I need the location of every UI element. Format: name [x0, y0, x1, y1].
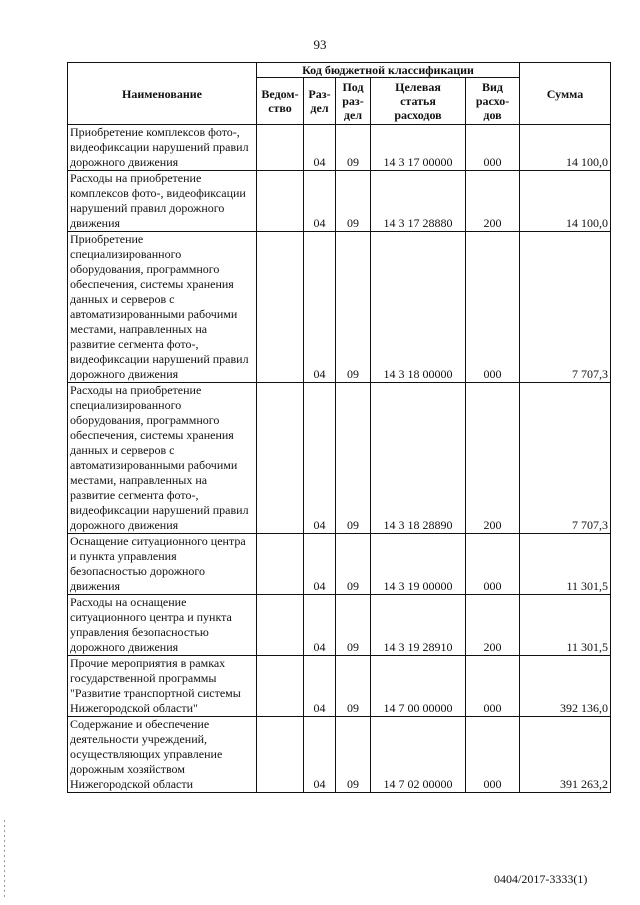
row-vedomstvo: [257, 595, 304, 656]
header-target-article: Целевая статья расходов: [371, 78, 466, 125]
row-sum: 14 100,0: [520, 125, 611, 171]
budget-table: [67, 62, 611, 793]
header-podrazdel: Под раз- дел: [336, 78, 371, 125]
table-row: [68, 656, 611, 717]
row-razdel: 04: [304, 656, 336, 717]
row-razdel: 04: [304, 171, 336, 232]
row-target: 14 3 18 00000: [371, 232, 466, 383]
table-row: [68, 595, 611, 656]
header-razdel: Раз- дел: [304, 78, 336, 125]
row-target: 14 3 17 28880: [371, 171, 466, 232]
scan-edge-mark: [4, 820, 5, 900]
table-row: [68, 171, 611, 232]
row-target: 14 3 19 00000: [371, 534, 466, 595]
row-vid: 000: [466, 232, 520, 383]
header-vedomstvo: Ведом- ство: [257, 78, 304, 125]
row-name: Оснащение ситуационного центра и пункта управления безопасностью дорожного движения: [68, 534, 257, 595]
row-name: Расходы на приобретение специализированного оборудования, программного обеспечения, системы хранения данных и серверов с автоматизированными рабочими местами, направленных на развитие сегмента фото-, видеофиксации нарушений правил дорожного движения: [68, 383, 257, 534]
page-number: 93: [313, 37, 327, 52]
row-razdel: 04: [304, 232, 336, 383]
table-row: [68, 125, 611, 171]
row-vedomstvo: [257, 717, 304, 793]
row-sum: 392 136,0: [520, 656, 611, 717]
row-vedomstvo: [257, 232, 304, 383]
header-sum: Сумма: [520, 63, 611, 125]
table-row: [68, 383, 611, 534]
table-row: [68, 232, 611, 383]
row-razdel: 04: [304, 125, 336, 171]
row-target: 14 3 18 28890: [371, 383, 466, 534]
row-vedomstvo: [257, 125, 304, 171]
row-vedomstvo: [257, 656, 304, 717]
header-code-group: Код бюджетной классификации: [257, 63, 520, 78]
row-target: 14 7 00 00000: [371, 656, 466, 717]
table-row: [68, 717, 611, 793]
row-podrazdel: 09: [336, 717, 371, 793]
row-sum: 7 707,3: [520, 383, 611, 534]
row-vid: 000: [466, 125, 520, 171]
row-vedomstvo: [257, 534, 304, 595]
document-code: 0404/2017-3333(1): [494, 872, 588, 886]
row-target: 14 7 02 00000: [371, 717, 466, 793]
row-sum: 7 707,3: [520, 232, 611, 383]
row-sum: 11 301,5: [520, 595, 611, 656]
row-vid: 000: [466, 717, 520, 793]
row-podrazdel: 09: [336, 595, 371, 656]
row-razdel: 04: [304, 717, 336, 793]
row-razdel: 04: [304, 595, 336, 656]
row-podrazdel: 09: [336, 534, 371, 595]
row-razdel: 04: [304, 534, 336, 595]
row-razdel: 04: [304, 383, 336, 534]
row-podrazdel: 09: [336, 656, 371, 717]
row-name: Прочие мероприятия в рамках государственной программы "Развитие транспортной системы Нижегородской области": [68, 656, 257, 717]
row-sum: 391 263,2: [520, 717, 611, 793]
row-podrazdel: 09: [336, 232, 371, 383]
row-target: 14 3 19 28910: [371, 595, 466, 656]
row-sum: 14 100,0: [520, 171, 611, 232]
row-target: 14 3 17 00000: [371, 125, 466, 171]
row-name: Расходы на оснащение ситуационного центра и пункта управления безопасностью дорожного движения: [68, 595, 257, 656]
row-name: Приобретение специализированного оборудования, программного обеспечения, системы хранения данных и серверов с автоматизированными рабочими местами, направленных на развитие сегмента фото-, видеофиксации нарушений правил дорожного движения: [68, 232, 257, 383]
row-vid: 200: [466, 171, 520, 232]
header-name: Наименование: [68, 63, 257, 125]
row-podrazdel: 09: [336, 171, 371, 232]
row-vid: 000: [466, 656, 520, 717]
header-expense-type: Вид расхо- дов: [466, 78, 520, 125]
row-name: Содержание и обеспечение деятельности учреждений, осуществляющих управление дорожным хозяйством Нижегородской области: [68, 717, 257, 793]
row-vedomstvo: [257, 171, 304, 232]
row-podrazdel: 09: [336, 383, 371, 534]
row-sum: 11 301,5: [520, 534, 611, 595]
row-podrazdel: 09: [336, 125, 371, 171]
row-name: Расходы на приобретение комплексов фото-, видеофиксации нарушений правил дорожного движения: [68, 171, 257, 232]
row-vedomstvo: [257, 383, 304, 534]
table-row: [68, 534, 611, 595]
row-vid: 200: [466, 595, 520, 656]
row-vid: 000: [466, 534, 520, 595]
row-name: Приобретение комплексов фото-, видеофиксации нарушений правил дорожного движения: [68, 125, 257, 171]
row-vid: 200: [466, 383, 520, 534]
